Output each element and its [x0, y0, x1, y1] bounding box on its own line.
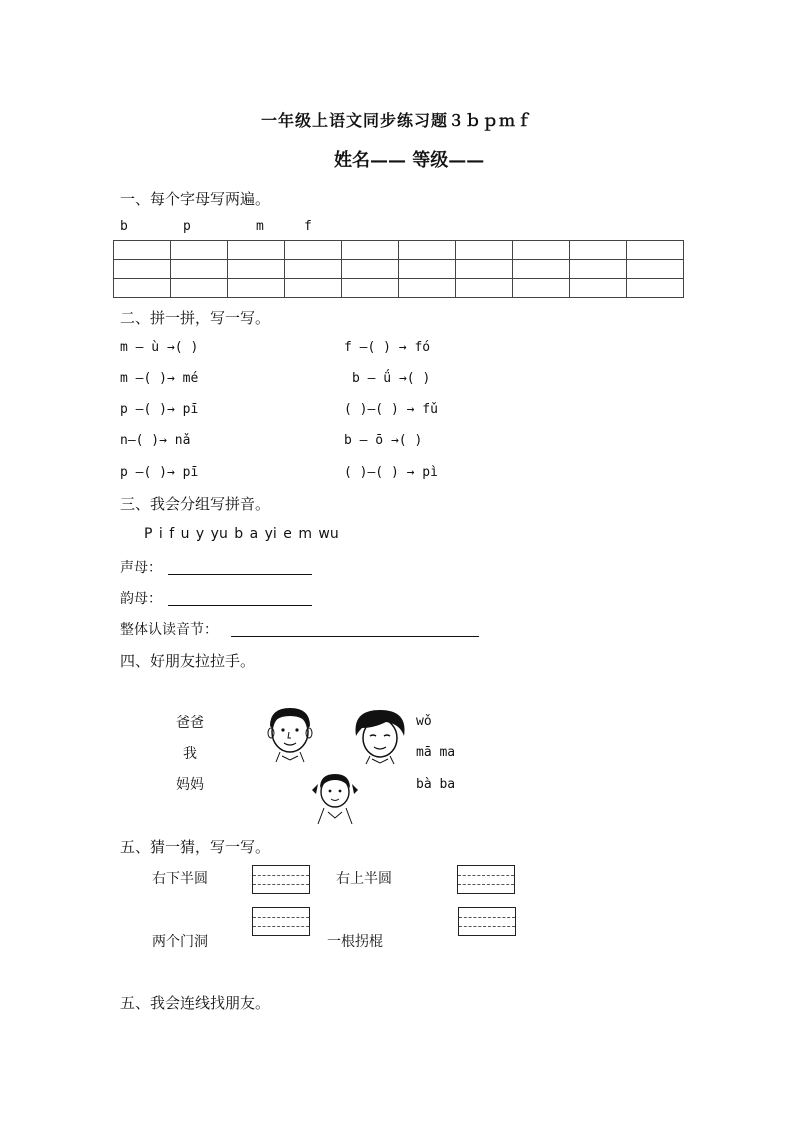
section6-heading: 五、我会连线找朋友。	[120, 994, 271, 1012]
word-baba[interactable]: 爸爸	[176, 715, 204, 731]
section2-heading: 二、拼一拼，写一写。	[120, 309, 271, 327]
spell-left-4[interactable]: n—( )→ nǎ	[120, 433, 191, 448]
pinyin-baba[interactable]: bà ba	[416, 777, 456, 792]
spell-left-5[interactable]: p —( )→ pī	[120, 465, 199, 480]
mother-illustration-icon	[350, 706, 410, 766]
spell-right-1[interactable]: f —( ) → fó	[344, 340, 431, 355]
riddle-1: 右下半圆	[152, 871, 208, 887]
section1-heading: 一、每个字母写两遍。	[120, 190, 271, 208]
spell-right-4[interactable]: b — ō →( )	[344, 433, 423, 448]
pinyin-mama[interactable]: mā ma	[416, 745, 456, 760]
spell-right-5[interactable]: ( )—( ) → pì	[344, 465, 438, 480]
spell-left-3[interactable]: p —( )→ pī	[120, 402, 199, 417]
spell-right-3[interactable]: ( )—( ) → fǔ	[344, 402, 438, 417]
child-illustration-icon	[310, 770, 360, 826]
answer-box-3[interactable]	[252, 907, 310, 936]
riddle-2: 右上半圆	[336, 871, 392, 887]
pinyin-wo[interactable]: wǒ	[416, 714, 432, 729]
label-initials: 声母：	[120, 560, 162, 576]
letter-b: b	[120, 219, 128, 234]
answer-box-2[interactable]	[457, 865, 515, 894]
pinyin-items: P i f u y yu b a yi e m wu	[144, 526, 339, 542]
word-mama[interactable]: 妈妈	[176, 777, 204, 793]
spell-right-2[interactable]: b — ǘ →( )	[352, 371, 431, 386]
writing-grid[interactable]	[113, 240, 684, 298]
riddle-4: 一根拐棍	[327, 934, 383, 950]
section4-heading: 四、好朋友拉拉手。	[120, 652, 256, 670]
answer-box-4[interactable]	[458, 907, 516, 936]
page-title: 一年级上语文同步练习题３ｂｐｍｆ	[260, 111, 533, 130]
label-whole-syllables: 整体认读音节：	[120, 622, 218, 638]
father-illustration-icon	[262, 704, 318, 764]
letter-f: f	[304, 219, 312, 234]
riddle-3: 两个门洞	[152, 934, 208, 950]
word-wo[interactable]: 我	[183, 746, 197, 762]
spell-left-1[interactable]: m — ù →( )	[120, 340, 199, 355]
answer-box-1[interactable]	[252, 865, 310, 894]
answer-line-finals[interactable]	[168, 605, 312, 606]
section5-heading: 五、猜一猜，写一写。	[120, 838, 271, 856]
letter-p: p	[183, 219, 191, 234]
spell-left-2[interactable]: m —( )→ mé	[120, 371, 199, 386]
section3-heading: 三、我会分组写拼音。	[120, 495, 271, 513]
answer-line-initials[interactable]	[168, 574, 312, 575]
label-finals: 韵母：	[120, 591, 162, 607]
name-grade-line: 姓名—— 等级——	[334, 150, 485, 171]
letter-m: m	[256, 219, 264, 234]
answer-line-whole-syllables[interactable]	[231, 636, 479, 637]
